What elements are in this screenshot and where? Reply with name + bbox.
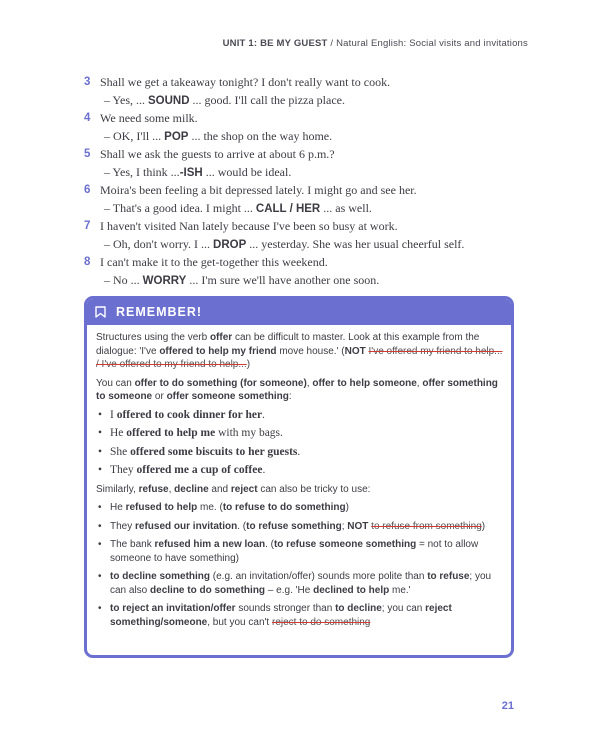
intro-paragraph (96, 331, 503, 372)
text: , but you can't (207, 616, 272, 628)
item-number: 4 (84, 112, 91, 124)
text: Similarly, (96, 483, 139, 495)
text: move house.' ( (276, 345, 345, 357)
bookmark-icon (95, 306, 106, 318)
text: ) (345, 502, 349, 513)
bold-text: offered to help me (126, 427, 216, 439)
text: me.' (389, 584, 411, 596)
list-item (84, 74, 524, 110)
text: me. ( (197, 502, 223, 513)
text: . ( (237, 520, 247, 532)
item-prompt: I can't make it to the get-together this weekend. (100, 255, 328, 269)
text: She (110, 445, 131, 458)
text: . (262, 464, 266, 476)
keyword: POP (164, 130, 189, 143)
list-item (84, 218, 524, 254)
unit-title: UNIT 1: BE MY GUEST (222, 38, 328, 49)
item-number: 5 (84, 148, 91, 160)
text: (e.g. an invitation/offer) sounds more polite than (210, 571, 428, 582)
list-item (96, 409, 503, 423)
remember-header (87, 299, 511, 325)
keyword: -ISH (179, 166, 203, 179)
reply-text: – Oh, don't worry. I ... (104, 236, 214, 251)
item-prompt: Shall we get a takeaway tonight? I don't really want to cook. (100, 75, 391, 89)
offer-paragraph (96, 377, 503, 404)
exercise-list (84, 74, 524, 290)
page-number: 21 (501, 700, 514, 712)
text: I (110, 408, 117, 421)
text: He (110, 427, 127, 439)
text: . (297, 445, 301, 458)
text: You can (96, 377, 135, 389)
reply-text: – Yes, I think ... (104, 164, 180, 179)
bold-text: to reject an invitation/offer (110, 603, 236, 614)
item-reply (100, 164, 524, 183)
text: ; you can also (110, 571, 492, 596)
reply-text: ... would be ideal. (202, 164, 292, 179)
item-number: 6 (84, 184, 91, 196)
bold-text: to refuse something (246, 520, 342, 532)
keyword: WORRY (142, 274, 187, 287)
keyword: CALL / HER (255, 202, 321, 215)
text: and (208, 483, 231, 495)
text: with my bags. (215, 427, 283, 439)
text: can also be tricky to use: (257, 483, 371, 495)
item-prompt: Moira's been feeling a bit depressed lately. I might go and see her. (100, 183, 417, 197)
list-item (96, 446, 503, 460)
bold-text: offer something to someone (96, 377, 498, 402)
reply-text: ... the shop on the way home. (188, 128, 333, 143)
bold-text: NOT (344, 345, 366, 357)
item-prompt: I haven't visited Nan lately because I've been so busy at work. (100, 219, 398, 233)
text: Structures using the verb (96, 332, 210, 343)
reply-text: ... yesterday. She was her usual cheerful self. (246, 236, 465, 251)
bold-text: offer someone something (166, 391, 289, 402)
bold-text: reject (230, 483, 258, 495)
bold-text: refused our invitation (135, 520, 238, 532)
bold-text: offered to cook dinner for her (116, 408, 263, 421)
list-item (96, 570, 503, 597)
incorrect-example: to refuse from something (371, 520, 482, 532)
bold-text: offer to help someone (312, 377, 417, 389)
item-reply (100, 128, 524, 147)
similarly-paragraph (96, 483, 503, 497)
reply-text: ... good. I'll call the pizza place. (189, 92, 345, 107)
list-item (96, 602, 503, 629)
text: He (110, 502, 126, 513)
remember-body (87, 325, 511, 629)
bold-text: offered me a cup of coffee (136, 464, 263, 476)
text: The bank (110, 539, 155, 550)
bold-text: declined to help (313, 584, 390, 596)
bold-text: to decline something (110, 571, 211, 582)
reply-text: – OK, I'll ... (104, 128, 165, 143)
text: can be difficult to master. Look at this example from the dialogue: 'I've (96, 332, 480, 357)
reply-text: ... I'm sure we'll have another one soon. (186, 272, 380, 287)
text: , (168, 483, 175, 495)
reply-text: – That's a good idea. I might ... (104, 200, 256, 215)
bold-text: refused him a new loan (154, 539, 266, 550)
list-item (84, 254, 524, 290)
incorrect-example: I've offered my friend to help... / I've offered to my friend to help... (96, 345, 503, 370)
bold-text: reject something/someone (110, 603, 452, 628)
bold-text: refused to help (125, 502, 198, 513)
text: They (110, 520, 136, 532)
bold-text: to refuse (427, 571, 470, 582)
offer-examples-list (96, 409, 503, 478)
text: ) (481, 520, 486, 532)
bold-text: offer (209, 332, 233, 343)
item-number: 8 (84, 256, 91, 268)
text: or (152, 391, 167, 402)
text: ; you can (381, 603, 426, 614)
text: They (110, 464, 137, 476)
list-item (96, 538, 503, 565)
keyword: SOUND (148, 94, 190, 107)
text: ; (341, 520, 348, 532)
refuse-decline-reject-list (96, 501, 503, 629)
text: . ( (265, 539, 274, 550)
text: . (262, 408, 265, 421)
reply-text: – No ... (104, 272, 143, 287)
keyword: DROP (213, 238, 247, 251)
reply-text: – Yes, ... (104, 92, 149, 107)
list-item (96, 501, 503, 515)
item-reply (100, 272, 524, 291)
remember-box (84, 296, 514, 658)
list-item (96, 427, 503, 441)
text: , (306, 377, 313, 389)
incorrect-example: reject to do something (271, 616, 371, 628)
bold-text: offer to do something (for someone) (134, 377, 307, 389)
list-item (84, 182, 524, 218)
reply-text: ... as well. (320, 200, 372, 215)
item-number: 3 (84, 76, 91, 88)
item-prompt: Shall we ask the guests to arrive at about 6 p.m.? (100, 147, 335, 161)
bold-text: to refuse someone something (273, 539, 417, 550)
list-item (84, 110, 524, 146)
bold-text: refuse (138, 483, 169, 495)
bold-text: decline to do something (150, 584, 266, 596)
remember-title: REMEMBER! (116, 305, 203, 319)
item-prompt: We need some milk. (100, 111, 198, 125)
running-header (223, 38, 528, 49)
item-reply (100, 200, 524, 219)
list-item (84, 146, 524, 182)
item-number: 7 (84, 220, 91, 232)
text: : (288, 391, 292, 402)
text: sounds stronger than (235, 603, 336, 614)
list-item (96, 464, 503, 478)
bold-text: to refuse to do something (222, 502, 346, 513)
item-reply (100, 92, 524, 111)
text: – e.g. 'He (265, 584, 314, 596)
text: ) (246, 359, 251, 370)
bold-text: decline (174, 483, 209, 495)
bold-text: offered to help my friend (159, 345, 277, 357)
text: , (416, 377, 423, 389)
item-reply (100, 236, 524, 255)
bold-text: NOT (347, 520, 369, 532)
section-title: / Natural English: Social visits and invitations (327, 38, 528, 49)
bold-text: to decline (335, 603, 382, 614)
list-item (96, 520, 503, 534)
text: = not to allow someone to have something) (110, 539, 479, 564)
bold-text: offered some biscuits to her guests (130, 445, 298, 458)
